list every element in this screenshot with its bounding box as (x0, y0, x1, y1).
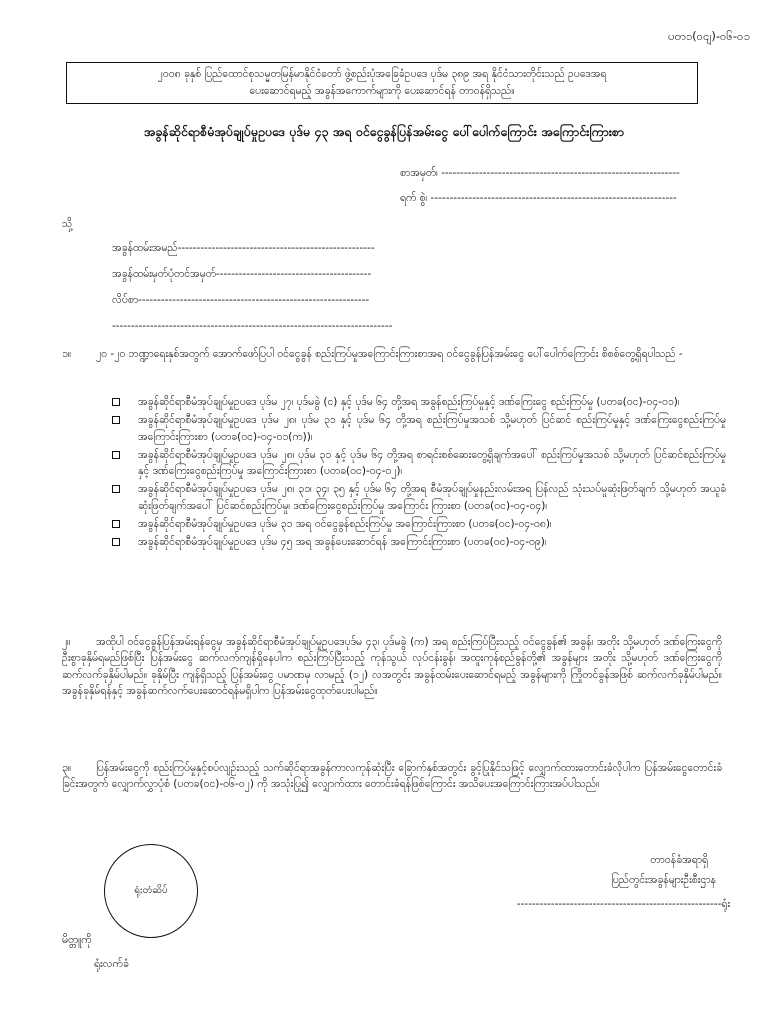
checkbox[interactable] (112, 451, 120, 459)
address-field[interactable]: လိပ်စာ------------------------------------------------------------- (112, 294, 370, 306)
office-seal (104, 844, 198, 938)
checklist-item: အခွန်ဆိုင်ရာစီမံအုပ်ချုပ်မှုဥပဒေ ပုဒ်မ ၂၈၊ ၃၁၊ ၃၄၊ ၃၅ နှင့် ပုဒ်မ ၆၄ တို့အရ စီမံအုပ်ချုပ်မှုနည်းလမ်းအရ ပြန်လည် သုံးသပ်မှုဆုံးဖြတ်ချက် သို့မဟုတ် အယူခံဆုံးဖြတ်ချက်အပေါ် ပြင်ဆင်စည်းကြပ်မှု၊ ဒဏ်ကြေးငွေစည်းကြပ်မှု အကြောင်း ကြားစာ (ပတခ(ဝင)-၀၄-၀၄)၊ (110, 481, 726, 514)
paragraph-2 (62, 634, 722, 699)
paragraph-2-text: အထိုပါ ဝင်ငွေခွန်ပြန်အမ်းရန်ငွေမှ အခွန်ဆိုင်ရာစီမံအုပ်ချုပ်မှုဥပဒေပုဒ်မ ၄၃၊ ပုဒ်မခွဲ (က) အရ စည်းကြပ်ပြီးသည့် ဝင်ငွေခွန်၏ အခွန်၊ အတိုး သို့မဟုတ် ဒဏ်ကြေးငွေကို ဦးစွာခုနှိမ်ရမည်ဖြစ်ပြီး ပြန်အမ်းငွေ ဆက်လက်ကျန်ရှိနေပါက စည်းကြပ်ပြီးသည့် ကုန်သွယ် လုပ်ငန်းခွန်၊ အထူးကုန်စည်ခွန်တို့၏ အခွန်များ အတိုး သို့မဟုတ် ဒဏ်ကြေးငွေကို ဆက်လက်ခုနှိမ်ပါမည်။ ခုနှိမ်ပြီး ကျန်ရှိသည့် ပြန်အမ်းငွေ ပမာဏမှ လာမည့် (၁၂) လအတွင်း အခွန်ထမ်းပေးဆောင်ရမည့် အခွန်များကို ကြိုတင်ခွန်အဖြစ် ဆက်လက်ခုနှိမ်ပါမည်။ အခွန်ခုနှိမ်ရန်နှင့် အခွန်ဆက်လက်ပေးဆောင်ရန်မရှိပါက ပြန်အမ်းငွေထုတ်ပေးပါမည်။ (62, 636, 722, 697)
checklist-item: အခွန်ဆိုင်ရာစီမံအုပ်ချုပ်မှုဥပဒေ ပုဒ်မ ၂၇၊ ပုဒ်မခွဲ (င) နှင့် ပုဒ်မ ၆၄ တို့အရ အခွန်စည်းကြပ်မှုနှင့် ဒဏ်ကြေးငွေ စည်းကြပ်မှု (ပတခ(ဝင)-၀၄-၀၁)၊ (110, 394, 726, 410)
paragraph-1-text: ၂၀ -၂၀ ဘဏ္ဍာရေးနှစ်အတွက် အောက်ဖော်ပြပါ ဝင်ငွေခွန် စည်းကြပ်မှုအကြောင်းကြားစာအရ ဝင်ငွေခွန်ပြန်အမ်းငွေ ပေါ်ပေါက်ကြောင်း စိစစ်တွေ့ရှိရပါသည် - (96, 348, 683, 360)
copy-to-label: မိတ္တူကို (62, 934, 92, 946)
office-signature-line[interactable]: ------------------------------------------------------ရုံး (516, 898, 730, 910)
seal-label: ရုံးတံဆိပ် (134, 885, 168, 897)
checkbox[interactable] (112, 398, 120, 406)
date-field[interactable]: ရက် စွဲ၊ ----------------------------------------------------------------- (400, 192, 677, 204)
checkbox[interactable] (112, 520, 120, 528)
paragraph-2-number: ၂။ (62, 636, 71, 648)
checkbox[interactable] (112, 485, 120, 493)
notice-line-2: ပေးဆောင်ရမည့် အခွန်အကောက်များကို ပေးဆောင်ရန် တာဝန်ရှိသည်။ (249, 84, 515, 97)
paragraph-3 (62, 760, 722, 793)
department-name: ပြည်တွင်းအခွန်များဦးစီးဌာန (611, 874, 716, 886)
checklist-item: အခွန်ဆိုင်ရာစီမံအုပ်ချုပ်မှုဥပဒေ ပုဒ်မ ၂၈၊ ပုဒ်မ ၃၁ နှင့် ပုဒ်မ ၆၄ တို့အရ စည်းကြပ်မှုအသစ် သို့မဟုတ် ပြင်ဆင် စည်းကြပ်မှုနှင့် ဒဏ်ကြေးငွေစည်းကြပ်မှု အကြောင်းကြားစာ (ပတခ(ဝင)-၀၄-၀၁(က))၊ (110, 412, 726, 445)
checklist-item: အခွန်ဆိုင်ရာစီမံအုပ်ချုပ်မှုဥပဒေ ပုဒ်မ ၄၅ အရ အခွန်ပေးဆောင်ရန် အကြောင်းကြားစာ (ပတခ(ဝင)-၀၄-၀၉)၊ (110, 534, 726, 550)
assessment-checklist (110, 394, 726, 552)
checklist-item: အခွန်ဆိုင်ရာစီမံအုပ်ချုပ်မှုဥပဒေ ပုဒ်မ ၃၁ အရ ဝင်ငွေခွန်စည်းကြပ်မှု အကြောင်းကြားစာ (ပတခ(ဝင)-၀၄-၀၈)၊ (110, 516, 726, 532)
paragraph-3-text: ပြန်အမ်းငွေကို စည်းကြပ်မှုနှင့်စပ်လျဉ်းသည့် သက်ဆိုင်ရာအခွန်ကာလကုန်ဆုံးပြီး ခြောက်နှစ်အတွင်း ခွင့်ပြုနိုင်သဖြင့် လျှောက်ထားတောင်းခံလိုပါက ပြန်အမ်းငွေတောင်းခံခြင်းအတွက် လျှောက်လွှာပုံစံ (ပတခ(ဝင)-၀၆-၀၂) ကို အသုံးပြု၍ လျှောက်ထား တောင်းခံရန်ဖြစ်ကြောင်း အသိပေးအကြောင်းကြားအပ်ပါသည်။ (62, 762, 722, 791)
address-continuation-field[interactable]: -------------------------------------------------------------------------- (112, 320, 393, 332)
form-code: ပတ၁(၀ငျ)-၀၆-၀၁ (667, 29, 750, 43)
checklist-item: အခွန်ဆိုင်ရာစီမံအုပ်ချုပ်မှုဥပဒေ ပုဒ်မ ၂၈၊ ပုဒ်မ ၃၁ နှင့် ပုဒ်မ ၆၄ တို့အရ စာရင်းစစ်ဆေးတွေ့ရှိချက်အပေါ် စည်းကြပ်မှုအသစ် သို့မဟုတ် ပြင်ဆင်စည်းကြပ်မှုနှင့် ဒဏ်ကြေးငွေစည်းကြပ်မှု အကြောင်းကြားစာ (ပတခ(ဝင)-၀၄-၀၂)၊ (110, 447, 726, 480)
letter-number-field[interactable]: စာအမှတ်၊ --------------------------------------------------------------- (400, 167, 680, 179)
officer-title: တာဝန်ခံအရာရှိ (650, 854, 708, 866)
checkbox[interactable] (112, 538, 120, 546)
taxpayer-tin-field[interactable]: အခွန်ထမ်းမှတ်ပုံတင်အမှတ်----------------------------------------- (112, 268, 372, 280)
paragraph-1 (62, 346, 722, 362)
paragraph-1-number: ၁။ (62, 348, 72, 360)
document-title: အခွန်ဆိုင်ရာစီမံအုပ်ချုပ်မှုဥပဒေ ပုဒ်မ ၄၃ အရ ဝင်ငွေခွန်ပြန်အမ်းငွေ ပေါ်ပေါက်ကြောင်း အကြောင်းကြားစာ (143, 124, 625, 139)
constitution-notice-box (66, 62, 698, 104)
notice-line-1: ၂၀၀၈ ခုနှစ် ပြည်ထောင်စုသမ္မတမြန်မာနိုင်ငံတော် ဖွဲ့စည်းပုံအခြေခံဥပဒေ ပုဒ်မ ၃၈၉ အရ နိုင်ငံသားတိုင်းသည် ဥပဒေအရ (157, 68, 607, 80)
office-file-label: ရုံးလက်ခံ (94, 958, 129, 970)
paragraph-3-number: ၃။ (62, 762, 72, 774)
taxpayer-name-field[interactable]: အခွန်ထမ်းအမည်---------------------------------------------------- (112, 242, 375, 254)
checkbox[interactable] (112, 416, 120, 424)
to-label: သို့ (62, 218, 73, 230)
